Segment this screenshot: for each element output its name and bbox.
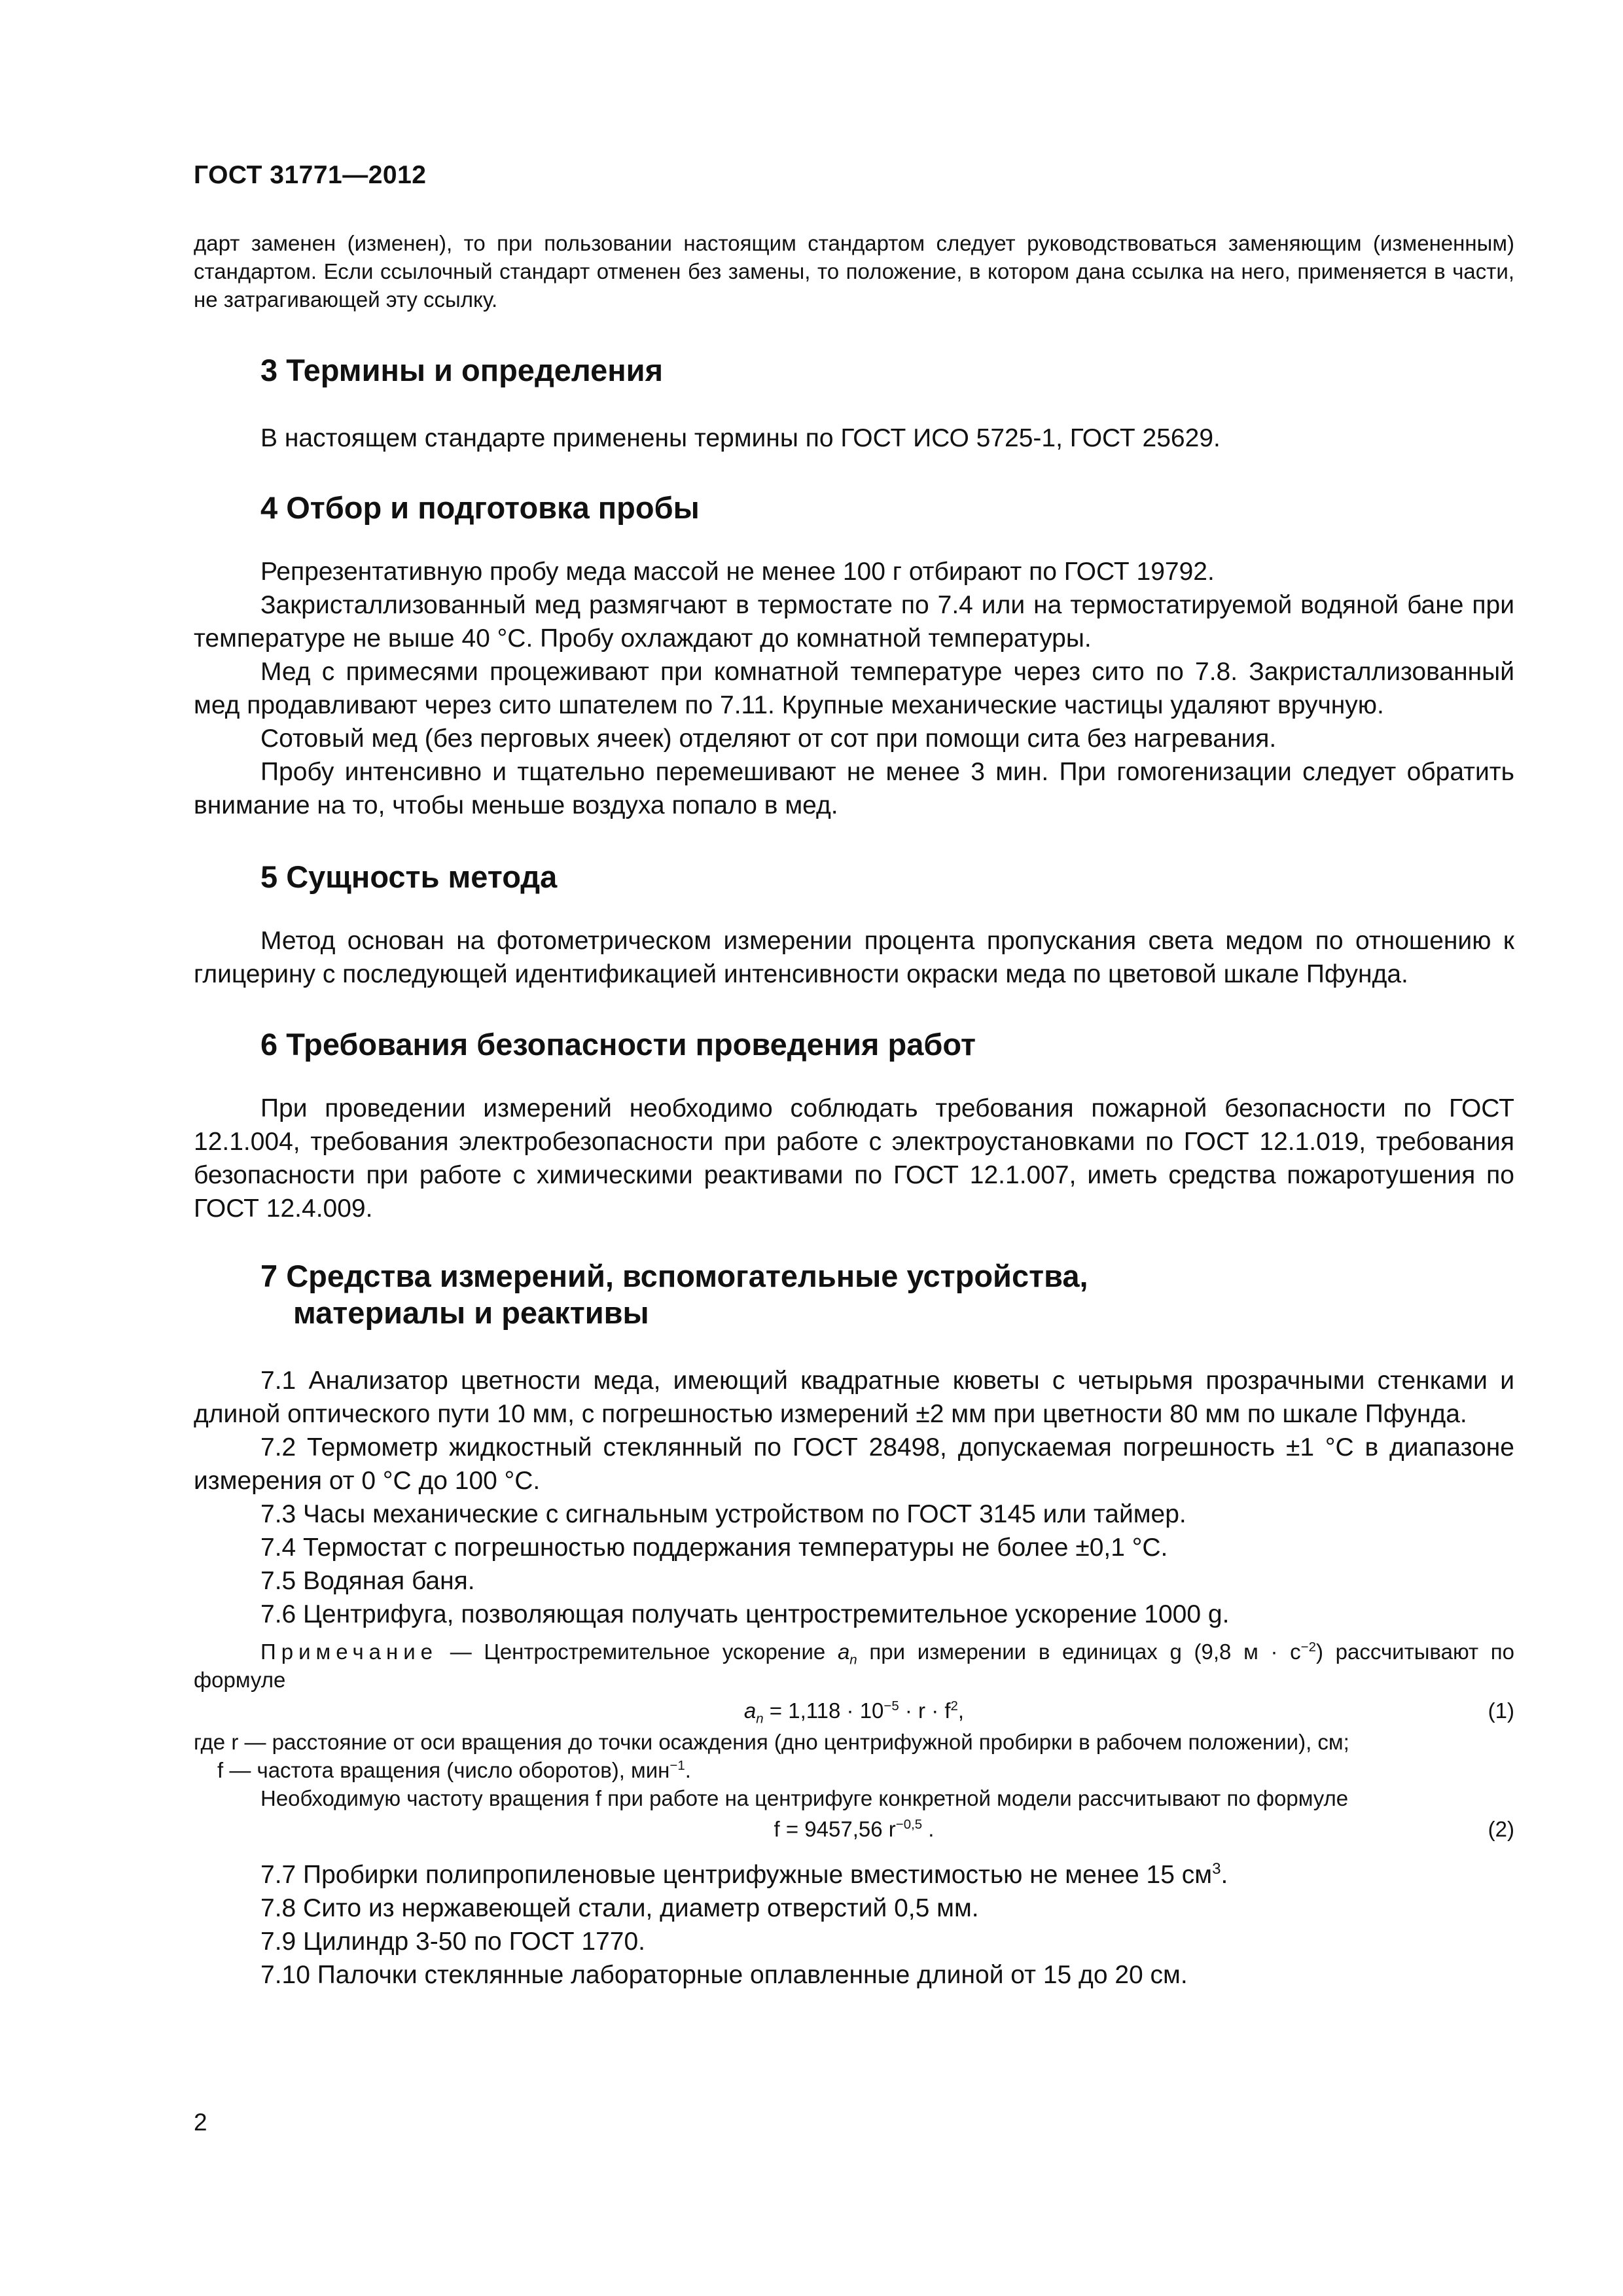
formula-2	[194, 1812, 1514, 1846]
section-7-heading-line2: материалы и реактивы	[293, 1295, 649, 1330]
formula-1	[194, 1694, 1514, 1728]
list-item: 7.6 Центрифуга, позволяющая получать центростремительное ускорение 1000 g.	[260, 1600, 1230, 1628]
note-frequency-text: Необходимую частоту вращения f при работе на центрифуге конкретной модели рассчитывают по формуле	[260, 1786, 1349, 1810]
section-5-paragraph: Метод основан на фотометрическом измерении процента пропускания света медом по отношению к глицерину с последующей идентификацией интенсивности окраски меда по цветовой шкале Пфунда.	[194, 927, 1514, 988]
section-3-paragraph: В настоящем стандарте применены термины по ГОСТ ИСО 5725-1, ГОСТ 25629.	[260, 424, 1221, 452]
formula-1-number: (1)	[1488, 1698, 1514, 1723]
section-6-heading: 6 Требования безопасности проведения работ	[260, 1027, 976, 1062]
section-3-body	[194, 422, 1514, 455]
document-code: ГОСТ 31771—2012	[194, 161, 427, 189]
note-block	[194, 1638, 1514, 1846]
formula-2-expression: f = 9457,56 $r^{-0,5}$ .	[774, 1817, 935, 1841]
section-4-paragraph: Мед с примесями процеживают при комнатной температуре через сито по 7.8. Закристаллизованный мед продавливают через сито шпателем по 7.11. Крупные механические частицы удаляют вручную.	[194, 658, 1514, 719]
section-7-heading	[260, 1258, 1088, 1331]
section-7-body	[194, 1364, 1514, 1992]
list-item: 7.4 Термостат с погрешностью поддержания температуры не более ±0,1 °С.	[260, 1534, 1168, 1562]
list-item: 7.10 Палочки стеклянные лабораторные оплавленные длиной от 15 до 20 см.	[260, 1961, 1188, 1989]
list-item: 7.2 Термометр жидкостный стеклянный по ГОСТ 28498, допускаемая погрешность ±1 °С в диапазоне измерения от 0 °С до 100 °С.	[194, 1433, 1514, 1495]
list-item: 7.1 Анализатор цветности меда, имеющий квадратные кюветы с четырьмя прозрачными стенками и длиной оптического пути 10 мм, с погрешностью измерений ±2 мм при цветности 80 мм по шкале Пфунда.	[194, 1367, 1514, 1428]
note-label: Примечание	[260, 1640, 438, 1664]
section-5-body	[194, 924, 1514, 991]
section-6-body	[194, 1092, 1514, 1225]
page-number: 2	[194, 2109, 207, 2136]
formula-1-expression: $a_n = 1,118 \cdot 10^{-5} \cdot r \cdot f^2$,	[743, 1698, 965, 1727]
list-item: 7.7 Пробирки полипропиленовые центрифужные вместимостью не менее 15 $см^3$.	[260, 1860, 1228, 1889]
section-7-heading-line1: 7 Средства измерений, вспомогательные устройства,	[260, 1259, 1088, 1293]
section-6-paragraph: При проведении измерений необходимо соблюдать требования пожарной безопасности по ГОСТ 12.1.004, требования электробезопасности при работе с электроустановками по ГОСТ 12.1.019, требования безопасности при работе с химическими реактивами по ГОСТ 12.1.007, иметь средства пожаротушения по ГОСТ 12.4.009.	[194, 1094, 1514, 1223]
section-4-paragraph: Репрезентативную пробу меда массой не менее 100 г отбирают по ГОСТ 19792.	[260, 558, 1215, 586]
intro-text: дарт заменен (изменен), то при пользовании настоящим стандартом следует руководствоваться заменяющим (измененным) стандартом. Если ссылочный стандарт отменен без замены, то положение, в котором дана ссылка на него, применяется в части, не затрагивающей эту ссылку.	[194, 231, 1514, 312]
section-4-paragraph: Закристаллизованный мед размягчают в термостате по 7.4 или на термостатируемой водяной бане при температуре не выше 40 °С. Пробу охлаждают до комнатной температуры.	[194, 591, 1514, 653]
list-item: 7.8 Сито из нержавеющей стали, диаметр отверстий 0,5 мм.	[260, 1894, 979, 1922]
section-4-heading: 4 Отбор и подготовка пробы	[260, 490, 700, 525]
section-7-items-b	[194, 1858, 1514, 1992]
section-3-heading: 3 Термины и определения	[260, 353, 663, 387]
list-item: 7.3 Часы механические с сигнальным устройством по ГОСТ 3145 или таймер.	[260, 1500, 1186, 1528]
section-5-heading: 5 Сущность метода	[260, 859, 558, 894]
note-paragraph: Примечание — Центростремительное ускорение $a_n$ при измерении в единицах g (9,8 $м \cdot с^{-2}$) рассчитывают по формуле	[194, 1640, 1515, 1692]
section-4-paragraph: Сотовый мед (без перговых ячеек) отделяют от сот при помощи сита без нагревания.	[260, 725, 1277, 753]
section-7-items-a	[194, 1364, 1514, 1631]
where-f: f — частота вращения (число оборотов), мин$^{-1}$.	[217, 1758, 691, 1782]
list-item: 7.9 Цилиндр 3-50 по ГОСТ 1770.	[260, 1928, 645, 1956]
where-r: где r — расстояние от оси вращения до точки осаждения (дно центрифужной пробирки в рабочем положении), см;	[194, 1730, 1349, 1754]
section-4-body	[194, 555, 1514, 822]
list-item: 7.5 Водяная баня.	[260, 1567, 475, 1595]
formula-2-number: (2)	[1488, 1817, 1514, 1841]
section-4-paragraph: Пробу интенсивно и тщательно перемешивают не менее 3 мин. При гомогенизации следует обратить внимание на то, чтобы меньше воздуха попало в мед.	[194, 758, 1514, 819]
intro-paragraph	[194, 229, 1514, 314]
